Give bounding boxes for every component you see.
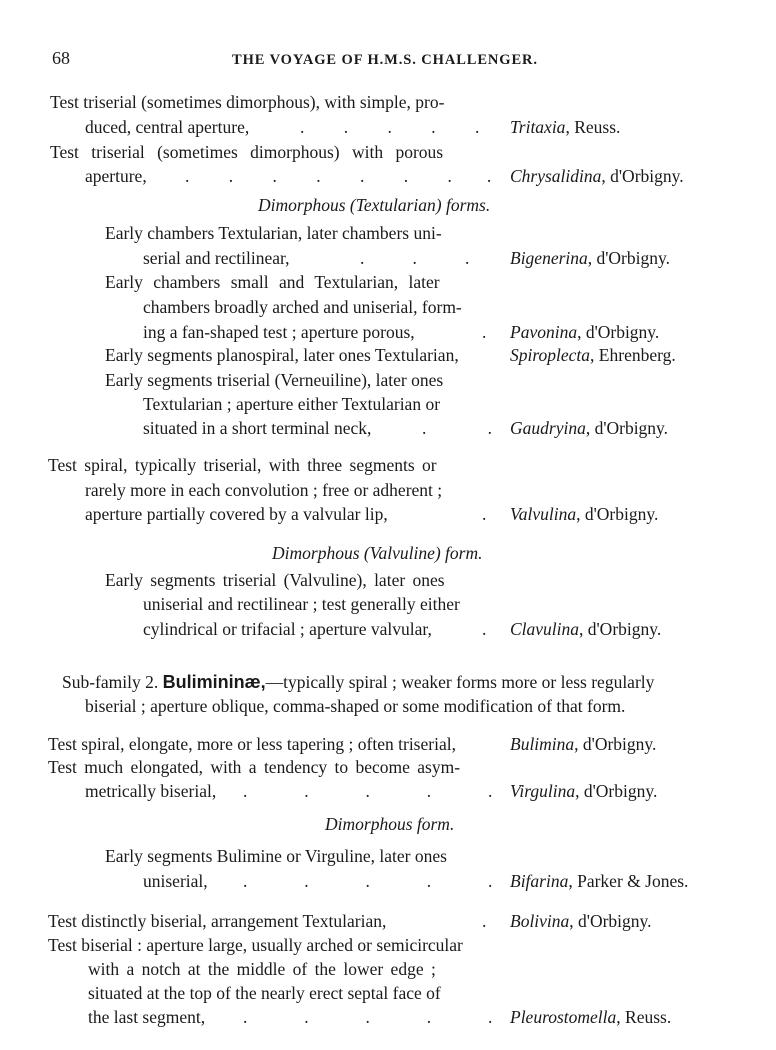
genus-entry: Bifarina, Parker & Jones.: [510, 871, 689, 891]
section-heading: Dimorphous form.: [325, 814, 455, 834]
leader-dots: . . . . .: [243, 1007, 493, 1027]
leader-dots: . . . . .: [300, 117, 480, 137]
entry-text: serial and rectilinear,: [143, 248, 290, 268]
entry-text: Early chambers small and Textularian, later: [105, 272, 440, 292]
entry-text: cylindrical or trifacial ; aperture valvular,: [143, 619, 432, 639]
entry-text: Test triserial (sometimes dimorphous) with porous: [50, 142, 444, 162]
entry-text: the last segment,: [88, 1007, 206, 1027]
entry-text: situated at the top of the nearly erect septal face of: [88, 983, 441, 1003]
genus-entry: Chrysalidina, d'Orbigny.: [510, 166, 684, 186]
entry-text: ing a fan-shaped test ; aperture porous,: [143, 322, 415, 342]
entry-text: Test much elongated, with a tendency to become asym-: [48, 757, 461, 777]
entry-text: situated in a short terminal neck,: [143, 418, 372, 438]
genus-entry: Valvulina, d'Orbigny.: [510, 504, 659, 524]
entry-text: Early chambers Textularian, later chambers uni-: [105, 223, 442, 243]
leader-dots: .: [482, 504, 487, 524]
entry-text: chambers broadly arched and uniserial, form-: [143, 297, 462, 317]
genus-entry: Pavonina, d'Orbigny.: [510, 322, 660, 342]
genus-entry: Bulimina, d'Orbigny.: [510, 734, 657, 754]
entry-text: uniserial,: [143, 871, 208, 891]
entry-text: Test triserial (sometimes dimorphous), with simple, pro-: [50, 92, 445, 112]
running-head: THE VOYAGE OF H.M.S. CHALLENGER.: [232, 52, 538, 68]
entry-text: Early segments planospiral, later ones Textularian,: [105, 345, 459, 365]
page-number: 68: [52, 48, 70, 68]
leader-dots: . . . . .: [243, 781, 493, 801]
section-heading: Dimorphous (Valvuline) form.: [272, 543, 483, 563]
entry-text: Textularian ; aperture either Textularian or: [143, 394, 441, 414]
genus-entry: Clavulina, d'Orbigny.: [510, 619, 662, 639]
leader-dots: . .: [422, 418, 492, 438]
entry-text: aperture,: [85, 166, 147, 186]
leader-dots: . . .: [360, 248, 470, 268]
entry-text: Early segments Bulimine or Virguline, later ones: [105, 846, 447, 866]
entry-text: Test distinctly biserial, arrangement Textularian,: [48, 911, 387, 931]
genus-entry: Tritaxia, Reuss.: [510, 117, 621, 137]
entry-text: biserial ; aperture oblique, comma-shaped or some modification of that form.: [85, 696, 626, 716]
entry-text: Test spiral, typically triserial, with three segments or: [48, 455, 437, 475]
entry-text: metrically biserial,: [85, 781, 217, 801]
leader-dots: .: [482, 619, 487, 639]
genus-entry: Spiroplecta, Ehrenberg.: [510, 345, 676, 365]
entry-text: Early segments triserial (Verneuiline), later ones: [105, 370, 444, 390]
genus-entry: Virgulina, d'Orbigny.: [510, 781, 658, 801]
genus-entry: Gaudryina, d'Orbigny.: [510, 418, 669, 438]
leader-dots: .: [482, 322, 487, 342]
entry-text: aperture partially covered by a valvular lip,: [85, 504, 388, 524]
genus-entry: Bolivina, d'Orbigny.: [510, 911, 652, 931]
genus-entry: Pleurostomella, Reuss.: [510, 1007, 672, 1027]
section-heading: Dimorphous (Textularian) forms.: [258, 195, 491, 215]
entry-text: uniserial and rectilinear ; test generally either: [143, 594, 460, 614]
entry-text: with a notch at the middle of the lower edge ;: [88, 959, 436, 979]
subfamily-heading: Sub-family 2. Bulimininæ,—typically spiral ; weaker forms more or less regularly: [62, 672, 655, 692]
leader-dots: . . . . .: [243, 871, 493, 891]
entry-text: duced, central aperture,: [85, 117, 250, 137]
entry-text: Test spiral, elongate, more or less tapering ; often triserial,: [48, 734, 456, 754]
leader-dots: .: [482, 911, 487, 931]
genus-entry: Bigenerina, d'Orbigny.: [510, 248, 670, 268]
entry-text: Test biserial : aperture large, usually arched or semicircular: [48, 935, 463, 955]
entry-text: rarely more in each convolution ; free or adherent ;: [85, 480, 443, 500]
leader-dots: . . . . . . . .: [185, 166, 492, 186]
entry-text: Early segments triserial (Valvuline), later ones: [105, 570, 445, 590]
